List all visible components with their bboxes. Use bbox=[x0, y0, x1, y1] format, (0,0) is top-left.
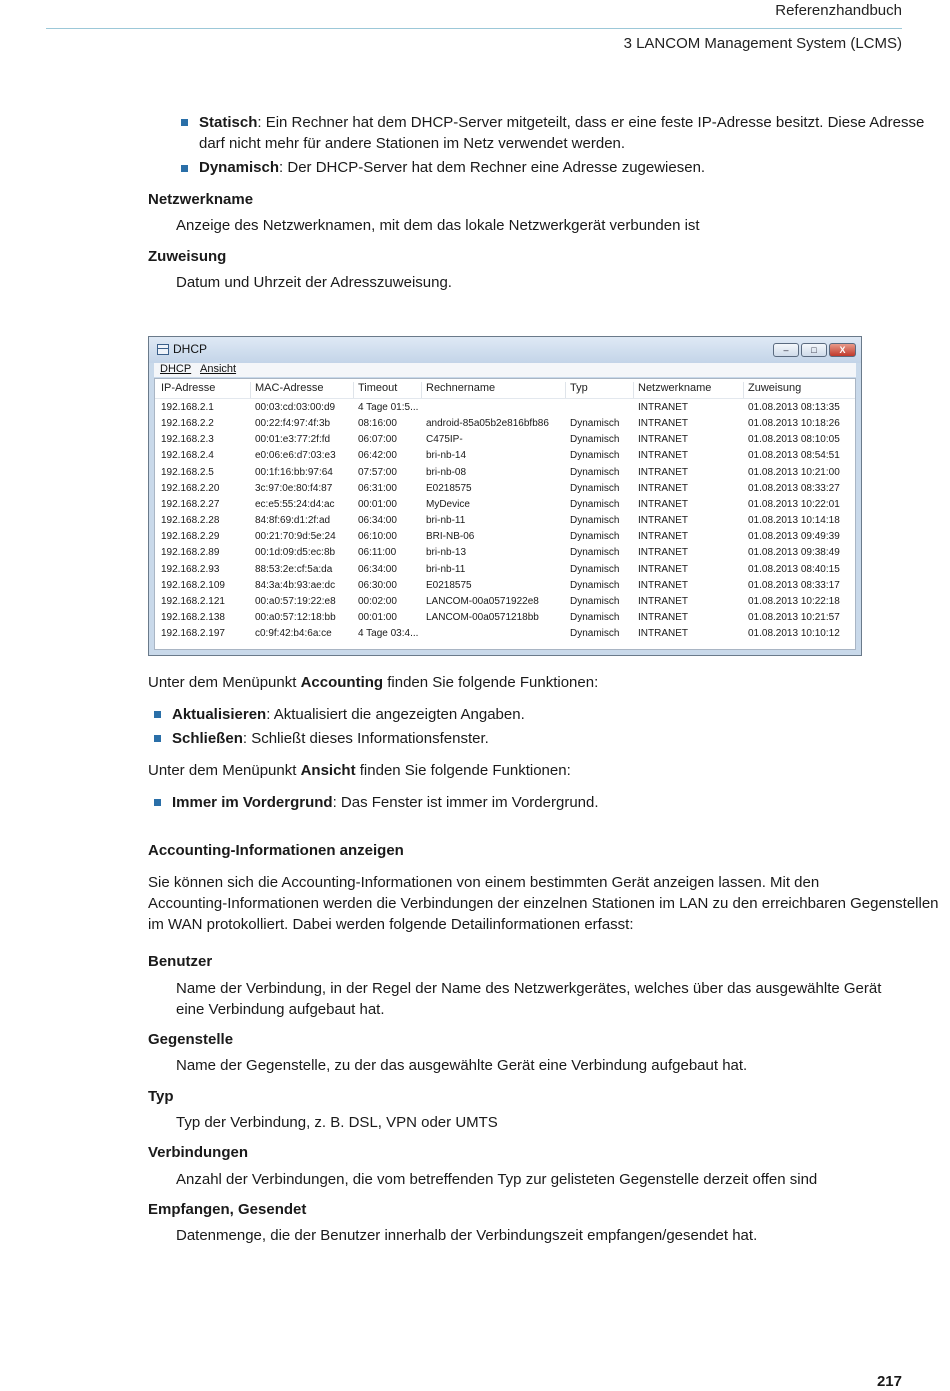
bullet-text: : Der DHCP-Server hat dem Rechner eine Adresse zugewiesen. bbox=[279, 159, 706, 176]
cell-ip: 192.168.2.4 bbox=[161, 450, 214, 462]
column-separator[interactable] bbox=[353, 382, 354, 398]
bullet-text: : Aktualisiert die angezeigten Angaben. bbox=[266, 706, 525, 723]
cell-rechnername: bri-nb-08 bbox=[426, 466, 467, 478]
intro-term: Accounting bbox=[300, 674, 384, 691]
cell-mac: ec:e5:55:24:d4:ac bbox=[255, 498, 335, 510]
cell-mac: 88:53:2e:cf:5a:da bbox=[255, 563, 333, 575]
menu-dhcp[interactable]: DHCP bbox=[160, 363, 192, 375]
cell-timeout: 06:34:00 bbox=[358, 515, 397, 527]
cell-netzwerkname: INTRANET bbox=[638, 563, 688, 575]
cell-netzwerkname: INTRANET bbox=[638, 579, 688, 591]
table-row[interactable] bbox=[155, 578, 855, 594]
cell-typ: Dynamisch bbox=[570, 595, 620, 607]
cell-ip: 192.168.2.20 bbox=[161, 482, 220, 494]
running-header-chapter: 3 LANCOM Management System (LCMS) bbox=[623, 35, 902, 52]
def-desc-typ: Typ der Verbindung, z. B. DSL, VPN oder UMTS bbox=[176, 1114, 498, 1131]
cell-zuweisung: 01.08.2013 10:10:12 bbox=[748, 628, 840, 640]
cell-zuweisung: 01.08.2013 10:22:18 bbox=[748, 595, 840, 607]
table-row[interactable] bbox=[155, 529, 855, 545]
table-row[interactable] bbox=[155, 594, 855, 610]
column-header-rechnername[interactable]: Rechnername bbox=[426, 382, 496, 394]
def-term-gegenstelle: Gegenstelle bbox=[148, 1031, 234, 1048]
bullet-marker bbox=[154, 799, 161, 806]
def-desc-benutzer: Name der Verbindung, in der Regel der Name des Netzwerkgerätes, welches über das ausgewählte Gerät bbox=[176, 980, 882, 997]
menu-bar bbox=[154, 363, 856, 377]
bullet-term: Aktualisieren bbox=[172, 706, 267, 723]
cell-rechnername: E0218575 bbox=[426, 482, 472, 494]
def-term-zuweisung: Zuweisung bbox=[148, 248, 227, 265]
cell-ip: 192.168.2.109 bbox=[161, 579, 225, 591]
cell-zuweisung: 01.08.2013 08:33:27 bbox=[748, 482, 840, 494]
cell-timeout: 06:10:00 bbox=[358, 531, 397, 543]
cell-mac: 3c:97:0e:80:f4:87 bbox=[255, 482, 333, 494]
cell-timeout: 06:11:00 bbox=[358, 547, 397, 559]
def-term-benutzer: Benutzer bbox=[148, 953, 213, 970]
cell-mac: 00:a0:57:12:18:bb bbox=[255, 611, 336, 623]
maximize-button[interactable]: □ bbox=[801, 343, 827, 357]
bullet-term: Immer im Vordergrund bbox=[172, 794, 333, 811]
bullet-marker bbox=[154, 735, 161, 742]
cell-typ: Dynamisch bbox=[570, 611, 620, 623]
cell-rechnername: bri-nb-13 bbox=[426, 547, 467, 559]
running-header-title: Referenzhandbuch bbox=[775, 2, 902, 19]
cell-rechnername: bri-nb-11 bbox=[426, 563, 466, 575]
column-separator[interactable] bbox=[250, 382, 251, 398]
bullet-text: : Schließt dieses Informationsfenster. bbox=[242, 730, 489, 747]
bullet-term: Statisch bbox=[199, 114, 258, 131]
table-row[interactable] bbox=[155, 416, 855, 432]
def-term-netzwerkname: Netzwerkname bbox=[148, 191, 254, 208]
def-desc-gegenstelle: Name der Gegenstelle, zu der das ausgewählte Gerät eine Verbindung aufgebaut hat. bbox=[176, 1057, 748, 1074]
column-header-mac[interactable]: MAC-Adresse bbox=[255, 382, 324, 394]
cell-mac: c0:9f:42:b4:6a:ce bbox=[255, 628, 332, 640]
cell-typ: Dynamisch bbox=[570, 563, 620, 575]
cell-zuweisung: 01.08.2013 08:13:35 bbox=[748, 402, 840, 413]
section-paragraph-line: Sie können sich die Accounting-Informationen von einem bestimmten Gerät anzeigen lassen. Mit den bbox=[148, 874, 820, 891]
cell-mac: 00:1f:16:bb:97:64 bbox=[255, 466, 333, 478]
cell-zuweisung: 01.08.2013 10:21:57 bbox=[748, 611, 840, 623]
cell-netzwerkname: INTRANET bbox=[638, 450, 688, 462]
minimize-button[interactable]: – bbox=[773, 343, 799, 357]
def-term-verbindungen: Verbindungen bbox=[148, 1144, 249, 1161]
cell-timeout: 08:16:00 bbox=[358, 418, 397, 430]
cell-netzwerkname: INTRANET bbox=[638, 482, 688, 494]
page-number: 217 bbox=[876, 1373, 902, 1390]
bullet-aktualisieren bbox=[172, 704, 525, 725]
cell-typ: Dynamisch bbox=[570, 434, 620, 446]
cell-netzwerkname: INTRANET bbox=[638, 434, 688, 446]
cell-zuweisung: 01.08.2013 10:14:18 bbox=[748, 515, 840, 527]
menu-ansicht[interactable]: Ansicht bbox=[200, 363, 237, 375]
cell-netzwerkname: INTRANET bbox=[638, 402, 688, 413]
cell-netzwerkname: INTRANET bbox=[638, 531, 688, 543]
def-term-typ: Typ bbox=[148, 1088, 174, 1105]
cell-netzwerkname: INTRANET bbox=[638, 595, 688, 607]
cell-rechnername: android-85a05b2e816bfb86 bbox=[426, 418, 549, 430]
table-row[interactable] bbox=[155, 448, 855, 464]
header-divider bbox=[46, 28, 902, 29]
section-heading: Accounting-Informationen anzeigen bbox=[148, 842, 404, 859]
table-row[interactable] bbox=[155, 432, 855, 448]
cell-ip: 192.168.2.138 bbox=[161, 611, 225, 623]
column-separator[interactable] bbox=[743, 382, 744, 398]
dhcp-table bbox=[154, 378, 856, 650]
column-separator[interactable] bbox=[565, 382, 566, 398]
intro-post: finden Sie folgende Funktionen: bbox=[355, 762, 571, 779]
bullet-text: : Das Fenster ist immer im Vordergrund. bbox=[332, 794, 599, 811]
def-desc-benutzer-continued: eine Verbindung aufgebaut hat. bbox=[176, 1001, 385, 1018]
cell-netzwerkname: INTRANET bbox=[638, 611, 688, 623]
cell-zuweisung: 01.08.2013 09:38:49 bbox=[748, 547, 840, 559]
cell-rechnername: E0218575 bbox=[426, 579, 472, 591]
cell-typ: Dynamisch bbox=[570, 515, 620, 527]
bullet-marker bbox=[154, 711, 161, 718]
cell-rechnername: bri-nb-14 bbox=[426, 450, 467, 462]
bullet-term: Schließen bbox=[172, 730, 243, 747]
cell-netzwerkname: INTRANET bbox=[638, 547, 688, 559]
bullet-term: Dynamisch bbox=[199, 159, 280, 176]
cell-timeout: 06:34:00 bbox=[358, 563, 397, 575]
bullet-schliessen bbox=[172, 728, 489, 749]
column-separator[interactable] bbox=[421, 382, 422, 398]
table-row[interactable] bbox=[155, 481, 855, 497]
def-term-empfangen-gesendet: Empfangen, Gesendet bbox=[148, 1201, 307, 1218]
cell-typ: Dynamisch bbox=[570, 498, 620, 510]
bullet-dynamisch bbox=[199, 157, 705, 178]
cell-ip: 192.168.2.29 bbox=[161, 531, 220, 543]
cell-zuweisung: 01.08.2013 08:40:15 bbox=[748, 563, 840, 575]
cell-ip: 192.168.2.28 bbox=[161, 515, 220, 527]
table-row[interactable] bbox=[155, 562, 855, 578]
cell-ip: 192.168.2.27 bbox=[161, 498, 220, 510]
cell-timeout: 00:02:00 bbox=[358, 595, 397, 607]
cell-mac: 00:1d:09:d5:ec:8b bbox=[255, 547, 336, 559]
cell-netzwerkname: INTRANET bbox=[638, 466, 688, 478]
cell-ip: 192.168.2.2 bbox=[161, 418, 214, 430]
cell-rechnername: LANCOM-00a0571922e8 bbox=[426, 595, 539, 607]
def-desc-zuweisung: Datum und Uhrzeit der Adresszuweisung. bbox=[176, 274, 452, 291]
cell-netzwerkname: INTRANET bbox=[638, 498, 688, 510]
cell-mac: 00:22:f4:97:4f:3b bbox=[255, 418, 331, 430]
cell-netzwerkname: INTRANET bbox=[638, 418, 688, 430]
cell-zuweisung: 01.08.2013 09:49:39 bbox=[748, 531, 840, 543]
cell-mac: 84:3a:4b:93:ae:dc bbox=[255, 579, 336, 591]
section-paragraph-line: Accounting-Informationen werden die Verbindungen der einzelnen Stationen im LAN zu den erreichbaren Gegenstellen bbox=[148, 895, 939, 912]
intro-post: finden Sie folgende Funktionen: bbox=[383, 674, 599, 691]
cell-netzwerkname: INTRANET bbox=[638, 628, 688, 640]
cell-typ: Dynamisch bbox=[570, 628, 620, 640]
cell-rechnername: bri-nb-11 bbox=[426, 515, 466, 527]
cell-zuweisung: 01.08.2013 08:10:05 bbox=[748, 434, 840, 446]
cell-typ: Dynamisch bbox=[570, 547, 620, 559]
cell-zuweisung: 01.08.2013 08:54:51 bbox=[748, 450, 840, 462]
table-row[interactable] bbox=[155, 626, 855, 642]
cell-rechnername: MyDevice bbox=[426, 498, 470, 510]
cell-netzwerkname: INTRANET bbox=[638, 515, 688, 527]
def-desc-netzwerkname: Anzeige des Netzwerknamen, mit dem das lokale Netzwerkgerät verbunden ist bbox=[176, 217, 700, 234]
window-titlebar[interactable] bbox=[149, 337, 861, 363]
table-header bbox=[155, 382, 855, 399]
cell-zuweisung: 01.08.2013 10:22:01 bbox=[748, 498, 840, 510]
bullet-marker bbox=[181, 165, 188, 172]
column-header-ip[interactable]: IP-Adresse bbox=[161, 382, 216, 394]
cell-ip: 192.168.2.1 bbox=[161, 402, 214, 413]
cell-rechnername: BRI-NB-06 bbox=[426, 531, 475, 543]
cell-ip: 192.168.2.93 bbox=[161, 563, 220, 575]
table-row[interactable] bbox=[155, 545, 855, 561]
table-icon bbox=[157, 344, 169, 355]
cell-typ: Dynamisch bbox=[570, 466, 620, 478]
cell-timeout: 4 Tage 03:4... bbox=[358, 628, 419, 640]
cell-rechnername: LANCOM-00a0571218bb bbox=[426, 611, 539, 623]
cell-mac: 00:03:cd:03:00:d9 bbox=[255, 402, 336, 413]
window-title: DHCP bbox=[173, 342, 208, 356]
def-desc-empfangen-gesendet: Datenmenge, die der Benutzer innerhalb der Verbindungszeit empfangen/gesendet hat. bbox=[176, 1227, 758, 1244]
cell-ip: 192.168.2.5 bbox=[161, 466, 214, 478]
column-header-netzwerkname[interactable]: Netzwerkname bbox=[638, 382, 712, 394]
cell-ip: 192.168.2.89 bbox=[161, 547, 220, 559]
cell-ip: 192.168.2.121 bbox=[161, 595, 225, 607]
close-button[interactable]: X bbox=[829, 343, 856, 357]
table-row[interactable] bbox=[155, 513, 855, 529]
column-header-typ[interactable]: Typ bbox=[570, 382, 588, 394]
column-separator[interactable] bbox=[633, 382, 634, 398]
cell-ip: 192.168.2.197 bbox=[161, 628, 225, 640]
cell-mac: 00:a0:57:19:22:e8 bbox=[255, 595, 336, 607]
bullet-text: : Ein Rechner hat dem DHCP-Server mitgeteilt, dass er eine feste IP-Adresse besitzt. Diese Adresse bbox=[257, 114, 925, 131]
cell-zuweisung: 01.08.2013 10:18:26 bbox=[748, 418, 840, 430]
cell-typ: Dynamisch bbox=[570, 450, 620, 462]
table-row[interactable] bbox=[155, 400, 855, 416]
cell-timeout: 06:31:00 bbox=[358, 482, 397, 494]
cell-timeout: 06:07:00 bbox=[358, 434, 397, 446]
cell-zuweisung: 01.08.2013 10:21:00 bbox=[748, 466, 840, 478]
accounting-menu-intro bbox=[148, 672, 598, 693]
bullet-immer-im-vordergrund bbox=[172, 792, 599, 813]
ansicht-menu-intro bbox=[148, 760, 571, 781]
cell-rechnername: C475IP- bbox=[426, 434, 463, 446]
cell-mac: e0:06:e6:d7:03:e3 bbox=[255, 450, 336, 462]
table-row[interactable] bbox=[155, 465, 855, 481]
bullet-statisch-continued: darf nicht mehr für andere Stationen im Netz verwendet werden. bbox=[199, 135, 626, 152]
intro-pre: Unter dem Menüpunkt bbox=[148, 674, 301, 691]
cell-timeout: 06:42:00 bbox=[358, 450, 397, 462]
cell-typ: Dynamisch bbox=[570, 482, 620, 494]
bullet-statisch bbox=[199, 112, 924, 133]
cell-zuweisung: 01.08.2013 08:33:17 bbox=[748, 579, 840, 591]
cell-timeout: 4 Tage 01:5... bbox=[358, 402, 419, 413]
cell-ip: 192.168.2.3 bbox=[161, 434, 214, 446]
table-row[interactable] bbox=[155, 497, 855, 513]
intro-pre: Unter dem Menüpunkt bbox=[148, 762, 301, 779]
column-header-zuweisung[interactable]: Zuweisung bbox=[748, 382, 802, 394]
section-paragraph-line: im WAN protokolliert. Dabei werden folgende Detailinformationen erfasst: bbox=[148, 916, 634, 933]
bullet-marker bbox=[181, 119, 188, 126]
cell-timeout: 00:01:00 bbox=[358, 611, 397, 623]
cell-mac: 00:21:70:9d:5e:24 bbox=[255, 531, 336, 543]
column-header-timeout[interactable]: Timeout bbox=[358, 382, 398, 394]
cell-timeout: 00:01:00 bbox=[358, 498, 397, 510]
intro-term: Ansicht bbox=[300, 762, 356, 779]
table-row[interactable] bbox=[155, 610, 855, 626]
cell-mac: 84:8f:69:d1:2f:ad bbox=[255, 515, 331, 527]
cell-mac: 00:01:e3:77:2f:fd bbox=[255, 434, 331, 446]
def-desc-verbindungen: Anzahl der Verbindungen, die vom betreffenden Typ zur gelisteten Gegenstelle derzeit offen sind bbox=[176, 1171, 818, 1188]
cell-typ: Dynamisch bbox=[570, 579, 620, 591]
cell-timeout: 06:30:00 bbox=[358, 579, 397, 591]
cell-typ: Dynamisch bbox=[570, 531, 620, 543]
cell-typ: Dynamisch bbox=[570, 418, 620, 430]
dhcp-window bbox=[148, 336, 862, 656]
cell-timeout: 07:57:00 bbox=[358, 466, 397, 478]
